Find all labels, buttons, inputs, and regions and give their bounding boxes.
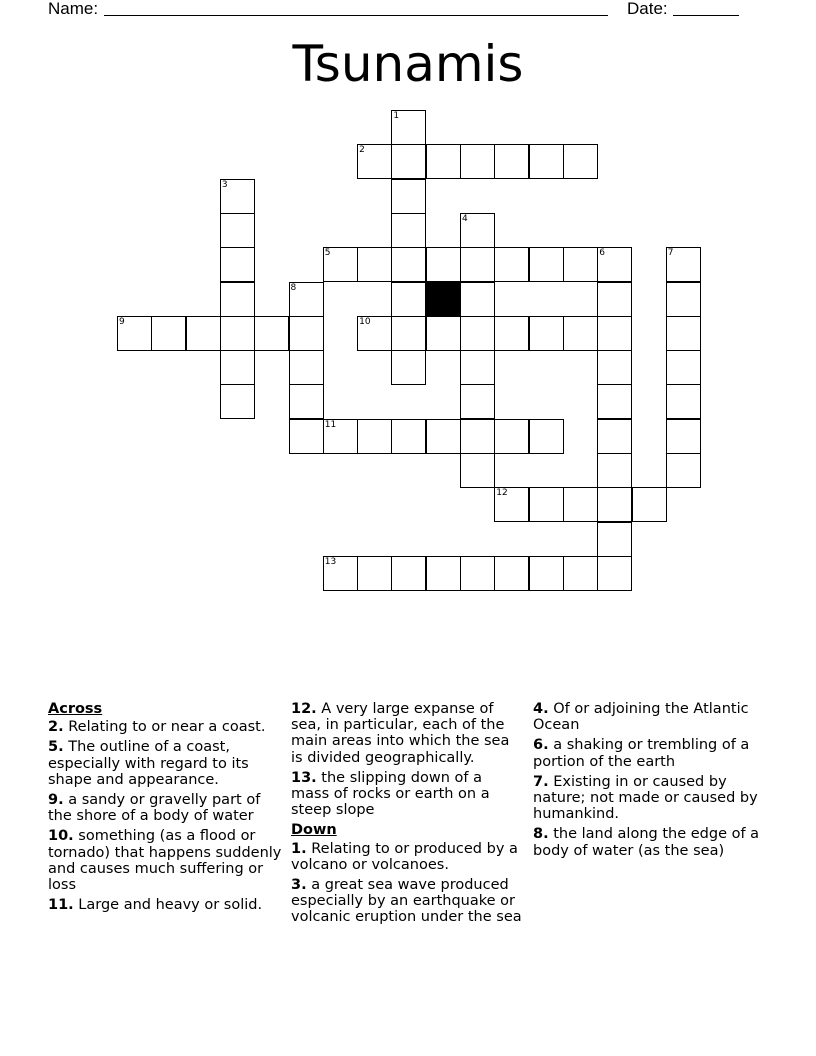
grid-cell[interactable] bbox=[563, 144, 598, 179]
clue-text: the land along the edge of a body of water (as the sea) bbox=[533, 826, 760, 859]
grid-cell[interactable] bbox=[391, 282, 426, 317]
grid-cell[interactable] bbox=[632, 487, 667, 522]
grid-cell[interactable] bbox=[220, 350, 255, 385]
grid-cell[interactable] bbox=[666, 316, 701, 351]
clue-number: 9 bbox=[119, 316, 125, 327]
grid-cell[interactable] bbox=[357, 556, 392, 591]
clue-item bbox=[291, 701, 523, 766]
grid-cell[interactable] bbox=[289, 419, 324, 454]
clue-number: 1 bbox=[393, 111, 400, 121]
grid-cell[interactable] bbox=[666, 350, 701, 385]
clue-number-label: 5. bbox=[48, 739, 64, 756]
clue-number-label: 4. bbox=[533, 701, 549, 717]
grid-cell[interactable] bbox=[460, 350, 495, 385]
clue-item bbox=[48, 828, 286, 893]
clue-number: 12 bbox=[496, 488, 508, 499]
clue-number-label: 3. bbox=[291, 877, 307, 894]
clue-number-label: 11. bbox=[48, 897, 74, 914]
clue-number-label: 7. bbox=[533, 773, 549, 790]
grid-cell[interactable] bbox=[563, 247, 598, 282]
grid-cell[interactable] bbox=[220, 384, 255, 419]
grid-cell[interactable] bbox=[460, 144, 495, 179]
clue-number-label: 1. bbox=[291, 840, 307, 857]
grid-cell[interactable] bbox=[357, 419, 392, 454]
clues-column-3 bbox=[533, 701, 773, 863]
grid-cell[interactable] bbox=[391, 144, 426, 179]
grid-cell[interactable] bbox=[289, 316, 324, 351]
grid-cell[interactable] bbox=[529, 487, 564, 522]
grid-cell[interactable] bbox=[597, 556, 632, 591]
grid-cell[interactable] bbox=[666, 282, 701, 317]
grid-cell[interactable] bbox=[529, 556, 564, 591]
grid-cell[interactable] bbox=[357, 247, 392, 282]
clue-item bbox=[533, 701, 773, 733]
clue-text: Relating to or near a coast. bbox=[68, 719, 266, 736]
clue-number-label: 2. bbox=[48, 719, 64, 736]
grid-cell[interactable] bbox=[391, 350, 426, 385]
grid-cell[interactable] bbox=[460, 453, 495, 488]
grid-cell[interactable] bbox=[529, 419, 564, 454]
grid-cell[interactable] bbox=[494, 487, 529, 522]
grid-cell[interactable] bbox=[460, 556, 495, 591]
clue-item bbox=[291, 877, 523, 926]
clue-text: the slipping down of a mass of rocks or earth on a steep slope bbox=[291, 769, 490, 819]
grid-cell[interactable] bbox=[460, 384, 495, 419]
grid-cell[interactable] bbox=[323, 556, 358, 591]
clue-text: a sandy or gravelly part of the shore of a body of water bbox=[48, 792, 261, 825]
grid-cell[interactable] bbox=[391, 110, 426, 145]
grid-cell[interactable] bbox=[426, 316, 461, 351]
clue-number: 8 bbox=[290, 282, 297, 293]
grid-cell[interactable] bbox=[220, 282, 255, 317]
clue-text: a great sea wave produced especially by an earthquake or volcanic eruption under the sea bbox=[291, 877, 522, 926]
grid-cell[interactable] bbox=[529, 316, 564, 351]
grid-cell[interactable] bbox=[254, 316, 289, 351]
clue-item bbox=[48, 719, 286, 735]
grid-cell[interactable] bbox=[357, 316, 392, 351]
clue-heading-across: Across bbox=[48, 701, 103, 717]
grid-cell[interactable] bbox=[666, 419, 701, 454]
clue-item bbox=[48, 897, 286, 913]
grid-cell[interactable] bbox=[391, 419, 426, 454]
grid-cell[interactable] bbox=[460, 316, 495, 351]
grid-cell[interactable] bbox=[426, 144, 461, 179]
grid-cell[interactable] bbox=[563, 316, 598, 351]
grid-cell[interactable] bbox=[391, 316, 426, 351]
grid-cell[interactable] bbox=[460, 282, 495, 317]
grid-cell[interactable] bbox=[357, 144, 392, 179]
clue-text: Large and heavy or solid. bbox=[78, 897, 263, 914]
grid-cell[interactable] bbox=[323, 419, 358, 454]
clue-number: 5 bbox=[324, 248, 331, 259]
grid-cell[interactable] bbox=[289, 350, 324, 385]
grid-cell[interactable] bbox=[460, 213, 495, 248]
grid-cell[interactable] bbox=[426, 419, 461, 454]
clue-number: 4 bbox=[462, 213, 468, 224]
clue-number: 10 bbox=[359, 316, 371, 327]
clue-item bbox=[291, 770, 523, 819]
grid-cell[interactable] bbox=[494, 419, 529, 454]
clue-text: a shaking or trembling of a portion of the earth bbox=[533, 737, 750, 770]
grid-cell[interactable] bbox=[597, 316, 632, 351]
grid-cell[interactable] bbox=[563, 487, 598, 522]
grid-cell[interactable] bbox=[597, 522, 632, 557]
clue-item bbox=[533, 826, 773, 858]
clue-number: 6 bbox=[599, 248, 605, 259]
grid-cell[interactable] bbox=[426, 556, 461, 591]
name-label: Name: bbox=[48, 0, 99, 18]
grid-cell[interactable] bbox=[426, 247, 461, 282]
grid-cell[interactable] bbox=[597, 247, 632, 282]
clue-number-label: 9. bbox=[48, 792, 64, 809]
grid-cell[interactable] bbox=[563, 556, 598, 591]
grid-cell[interactable] bbox=[117, 316, 152, 351]
grid-cell[interactable] bbox=[220, 247, 255, 282]
grid-cell[interactable] bbox=[289, 282, 324, 317]
clue-number: 3 bbox=[221, 179, 228, 190]
clue-text: Relating to or produced by a volcano or volcanoes. bbox=[291, 840, 518, 873]
page-title: Tsunamis bbox=[292, 35, 524, 93]
grid-cell[interactable] bbox=[391, 247, 426, 282]
clue-number-label: 6. bbox=[533, 737, 549, 754]
clue-text: something (as a flood or tornado) that happens suddenly and causes much suffering or loss bbox=[48, 828, 282, 894]
clue-item bbox=[48, 792, 286, 824]
clue-number: 13 bbox=[324, 556, 337, 567]
clue-number: 2 bbox=[359, 145, 365, 156]
clue-item bbox=[291, 841, 523, 873]
clue-number-label: 8. bbox=[533, 826, 549, 843]
grid-cell[interactable] bbox=[529, 247, 564, 282]
clue-item bbox=[533, 737, 773, 769]
clue-number-label: 12. bbox=[291, 701, 317, 717]
clue-text: Of or adjoining the Atlantic Ocean bbox=[533, 701, 749, 734]
grid-cell[interactable] bbox=[666, 247, 701, 282]
grid-cell[interactable] bbox=[494, 247, 529, 282]
grid-cell[interactable] bbox=[323, 247, 358, 282]
grid-cell-black bbox=[426, 282, 461, 317]
date-label: Date: bbox=[627, 0, 668, 18]
grid-cell[interactable] bbox=[220, 179, 255, 214]
grid-cell[interactable] bbox=[220, 213, 255, 248]
clue-number: 7 bbox=[667, 248, 674, 259]
clue-number: 11 bbox=[324, 419, 337, 430]
grid-cell[interactable] bbox=[666, 384, 701, 419]
grid-cell[interactable] bbox=[391, 556, 426, 591]
grid-cell[interactable] bbox=[391, 179, 426, 214]
grid-cell[interactable] bbox=[186, 316, 221, 351]
grid-cell[interactable] bbox=[151, 316, 186, 351]
grid-cell[interactable] bbox=[597, 453, 632, 488]
grid-cell[interactable] bbox=[597, 419, 632, 454]
clue-number-label: 10. bbox=[48, 828, 74, 845]
clue-heading-down: Down bbox=[291, 822, 337, 839]
grid-cell[interactable] bbox=[220, 316, 255, 351]
clues-column-2 bbox=[291, 701, 523, 930]
grid-cell[interactable] bbox=[597, 384, 632, 419]
clues-column-1 bbox=[48, 701, 286, 917]
clue-item bbox=[48, 739, 286, 788]
grid-cell[interactable] bbox=[494, 316, 529, 351]
grid-cell[interactable] bbox=[460, 419, 495, 454]
grid-cell[interactable] bbox=[289, 384, 324, 419]
grid-cell[interactable] bbox=[666, 453, 701, 488]
grid-cell[interactable] bbox=[597, 487, 632, 522]
clue-text: A very large expanse of sea, in particular, each of the main areas into which the sea is divided geographically. bbox=[291, 701, 510, 766]
grid-cell[interactable] bbox=[391, 213, 426, 248]
grid-cell[interactable] bbox=[460, 247, 495, 282]
clue-text: Existing in or caused by nature; not made or caused by humankind. bbox=[533, 773, 758, 823]
clue-item bbox=[533, 774, 773, 823]
grid-cell[interactable] bbox=[494, 556, 529, 591]
grid-cell[interactable] bbox=[597, 282, 632, 317]
grid-cell[interactable] bbox=[529, 144, 564, 179]
clue-text: The outline of a coast, especially with regard to its shape and appearance. bbox=[48, 739, 249, 788]
grid-cell[interactable] bbox=[597, 350, 632, 385]
grid-cell[interactable] bbox=[494, 144, 529, 179]
clue-number-label: 13. bbox=[291, 769, 317, 786]
